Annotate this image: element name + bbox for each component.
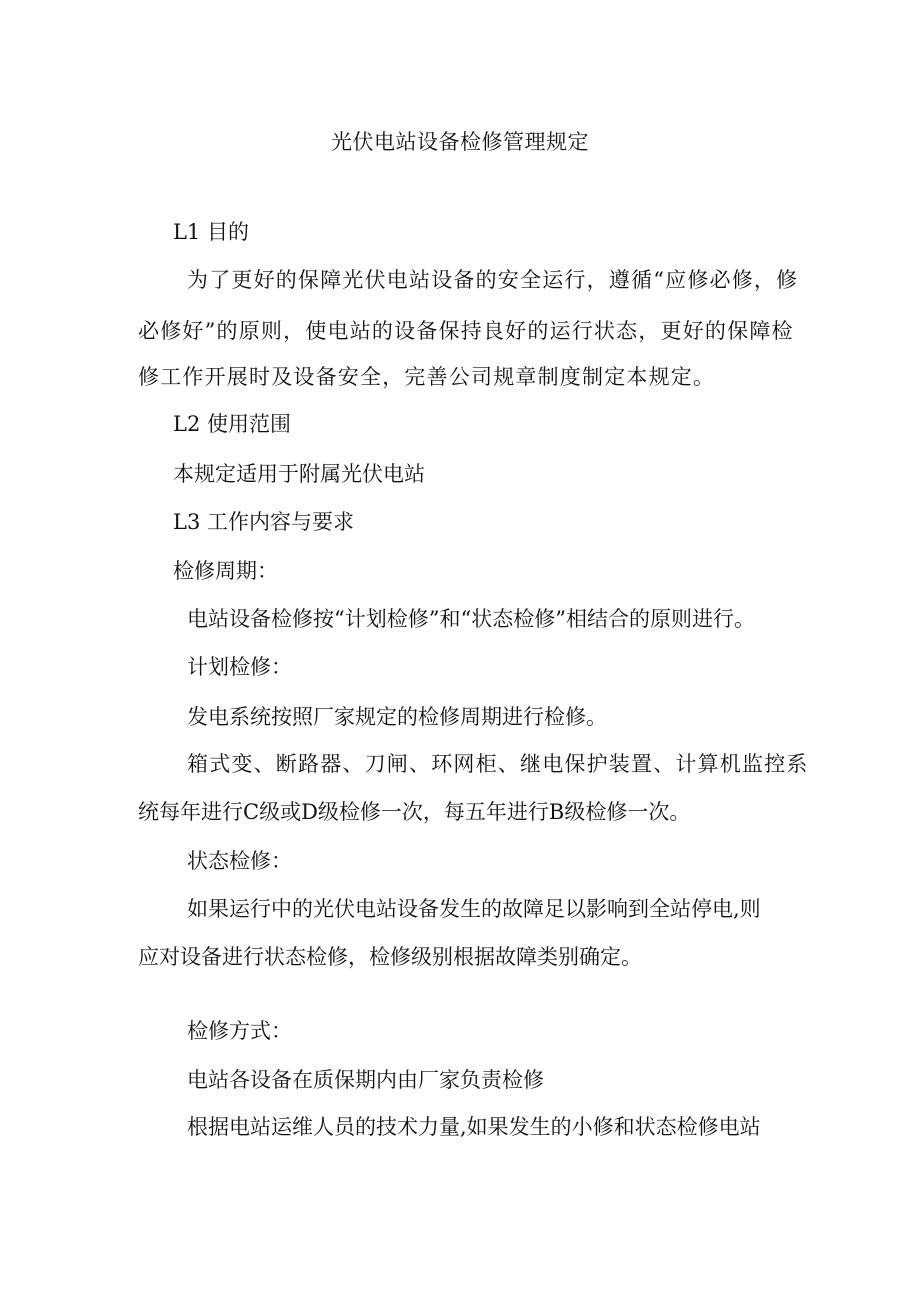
paragraph-line: 根据电站运维人员的技术力量,如果发生的小修和状态检修电站 [187,1115,761,1139]
paragraph-line: 电站设备检修按“计划检修”和“状态检修”相结合的原则进行。 [187,607,755,631]
subheading-condition-maintenance: 状态检修： [187,849,292,873]
subheading-maintenance-cycle: 检修周期： [173,559,278,583]
paragraph-line: 电站各设备在质保期内由厂家负责检修 [187,1068,544,1092]
paragraph-line: 修工作开展时及设备安全，完善公司规章制度制定本规定。 [138,365,716,389]
paragraph-line: 统每年进行C级或D级检修一次，每五年进行B级检修一次。 [138,800,691,824]
subheading-planned-maintenance: 计划检修： [187,655,292,679]
section-heading-purpose: L1 目的 [173,220,249,244]
paragraph-line: 本规定适用于附属光伏电站 [173,462,425,486]
paragraph-line: 应对设备进行状态检修，检修级别根据故障类别确定。 [138,945,642,969]
document-title: 光伏电站设备检修管理规定 [331,130,589,154]
paragraph-line: 箱式变、断路器、刀闸、环网柜、继电保护装置、计算机监控系 [187,752,809,776]
subheading-maintenance-method: 检修方式： [187,1019,292,1043]
paragraph-line: 发电系统按照厂家规定的检修周期进行检修。 [187,705,607,729]
paragraph-line: 如果运行中的光伏电站设备发生的故障足以影响到全站停电,则 [187,897,761,921]
paragraph-line: 必修好”的原则，使电站的设备保持良好的运行状态，更好的保障检 [138,319,794,343]
section-heading-scope: L2 使用范围 [173,412,291,436]
paragraph-line: 为了更好的保障光伏电站设备的安全运行，遵循“应修必修，修 [187,268,799,292]
section-heading-requirements: L3 工作内容与要求 [173,510,354,534]
